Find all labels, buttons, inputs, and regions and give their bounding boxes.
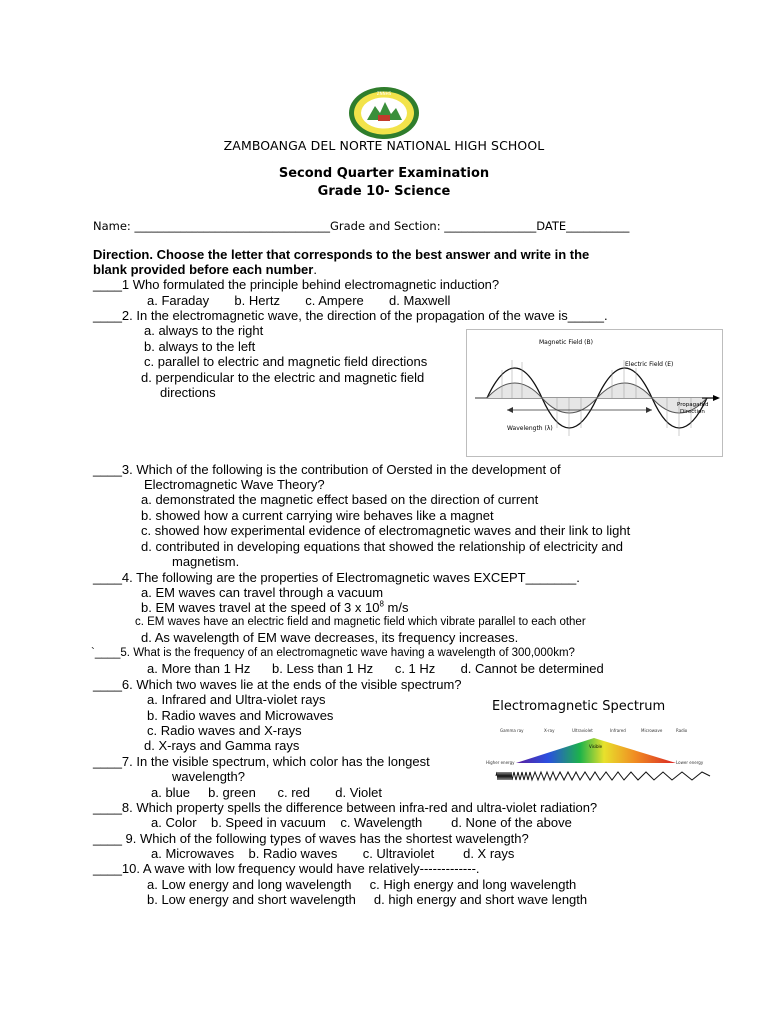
q10-options-row-1: a. Low energy and long wavelength c. High energy and long wavelength [147, 877, 577, 892]
q4-option-d: d. As wavelength of EM wave decreases, its frequency increases. [141, 630, 519, 645]
exam-title: Second Quarter Examination [278, 166, 490, 181]
em-wave-diagram [466, 329, 723, 457]
q4-option-b [141, 600, 408, 615]
q3-option-d-cont: magnetism. [172, 554, 240, 569]
q2-stem: ____2. In the electromagnetic wave, the direction of the propagation of the wave is_____. [93, 308, 608, 323]
band-visible: Visible [589, 744, 603, 749]
q3-stem: ____3. Which of the following is the contribution of Oersted in the development of [93, 462, 561, 477]
band-microwave: Microwave [641, 728, 663, 733]
wavelength-wave [496, 772, 710, 780]
q7-stem-cont: wavelength? [172, 769, 245, 784]
band-radio: Radio [676, 728, 688, 733]
q9-stem: ____ 9. Which of the following types of waves has the shortest wavelength? [93, 831, 529, 846]
q6-stem: ____6. Which two waves lie at the ends of the visible spectrum? [93, 677, 462, 692]
em-spectrum-figure [486, 694, 712, 786]
band-infrared: Infrared [610, 728, 626, 733]
q10-options-row-2: b. Low energy and short wavelength d. high energy and short wave length [147, 892, 588, 907]
q3-option-c: c. showed how experimental evidence of electromagnetic waves and their link to light [141, 523, 631, 538]
q3-stem-cont: Electromagnetic Wave Theory? [144, 477, 325, 492]
label-direction: Direction [680, 409, 705, 415]
grade-subject: Grade 10- Science [317, 184, 451, 199]
band-xray: X-ray [544, 728, 555, 733]
q7-stem: ____7. In the visible spectrum, which color has the longest [93, 754, 430, 769]
q2-option-c: c. parallel to electric and magnetic field directions [144, 354, 428, 369]
name-section-date-line: Name: __________________________________Grade and Section: ________________DATE___________ [93, 219, 630, 233]
q4-option-c: c. EM waves have an electric field and magnetic field which vibrate parallel to each other [135, 616, 586, 628]
q9-options: a. Microwaves b. Radio waves c. Ultraviolet d. X rays [151, 846, 515, 861]
magnetic-wave [487, 383, 707, 413]
school-seal-logo [347, 86, 421, 140]
spectrum-triangle [516, 738, 676, 763]
q1-stem: ____1 Who formulated the principle behind electromagnetic induction? [93, 277, 500, 292]
q6-option-b: b. Radio waves and Microwaves [147, 708, 334, 723]
label-propagated: Propagated [677, 402, 709, 408]
direction-line-2 [93, 262, 317, 277]
q7-options: a. blue b. green c. red d. Violet [151, 785, 382, 800]
q2-option-d-cont: directions [160, 385, 216, 400]
q2-option-d: d. perpendicular to the electric and magnetic field [141, 370, 425, 385]
q2-option-b: b. always to the left [144, 339, 256, 354]
direction-period: . [313, 262, 317, 277]
q3-option-b: b. showed how a current carrying wire behaves like a magnet [141, 508, 494, 523]
label-electric-field: Electric Field (E) [625, 361, 674, 368]
q6-option-c: c. Radio waves and X-rays [147, 723, 302, 738]
q4-option-a: a. EM waves can travel through a vacuum [141, 585, 384, 600]
label-lower-energy: Lower energy [676, 760, 704, 765]
q4-option-b-unit: m/s [383, 600, 409, 615]
direction-line-1: Direction. Choose the letter that corresponds to the best answer and write in the [93, 247, 590, 262]
spectrum-title: Electromagnetic Spectrum [492, 699, 666, 714]
q5-options: a. More than 1 Hz b. Less than 1 Hz c. 1 Hz d. Cannot be determined [147, 661, 604, 676]
q3-option-d: d. contributed in developing equations that showed the relationship of electricity and [141, 539, 624, 554]
label-magnetic-field: Magnetic Field (B) [539, 339, 593, 346]
q6-option-a: a. Infrared and Ultra-violet rays [147, 692, 326, 707]
q5-stem: `____5. What is the frequency of an electromagnetic wave having a wavelength of 300,000km? [91, 647, 575, 659]
school-name: ZAMBOANGA DEL NORTE NATIONAL HIGH SCHOOL [223, 138, 545, 153]
q4-option-b-exponent: 8 [379, 599, 384, 609]
label-wavelength: Wavelength (λ) [507, 425, 553, 432]
q10-stem: ____10. A wave with low frequency would have relatively-------------. [93, 861, 480, 876]
label-higher-energy: Higher energy [486, 760, 515, 765]
svg-text:ZNNHS: ZNNHS [376, 91, 392, 96]
band-gamma: Gamma ray [500, 728, 524, 733]
q8-stem: ____8. Which property spells the difference between infra-red and ultra-violet radiation? [93, 800, 598, 815]
q1-options: a. Faraday b. Hertz c. Ampere d. Maxwell [147, 293, 451, 308]
q8-options: a. Color b. Speed in vacuum c. Wavelength d. None of the above [151, 815, 572, 830]
q4-option-b-text: b. EM waves travel at the speed of 3 x 10 [141, 600, 380, 615]
band-ultraviolet: Ultraviolet [572, 728, 593, 733]
q2-option-a: a. always to the right [144, 323, 264, 338]
q3-option-a: a. demonstrated the magnetic effect based on the direction of current [141, 492, 539, 507]
q4-stem: ____4. The following are the properties of Electromagnetic waves EXCEPT_______. [93, 570, 580, 585]
q6-option-d: d. X-rays and Gamma rays [144, 738, 300, 753]
direction-line-2-text: blank provided before each number [93, 262, 314, 277]
